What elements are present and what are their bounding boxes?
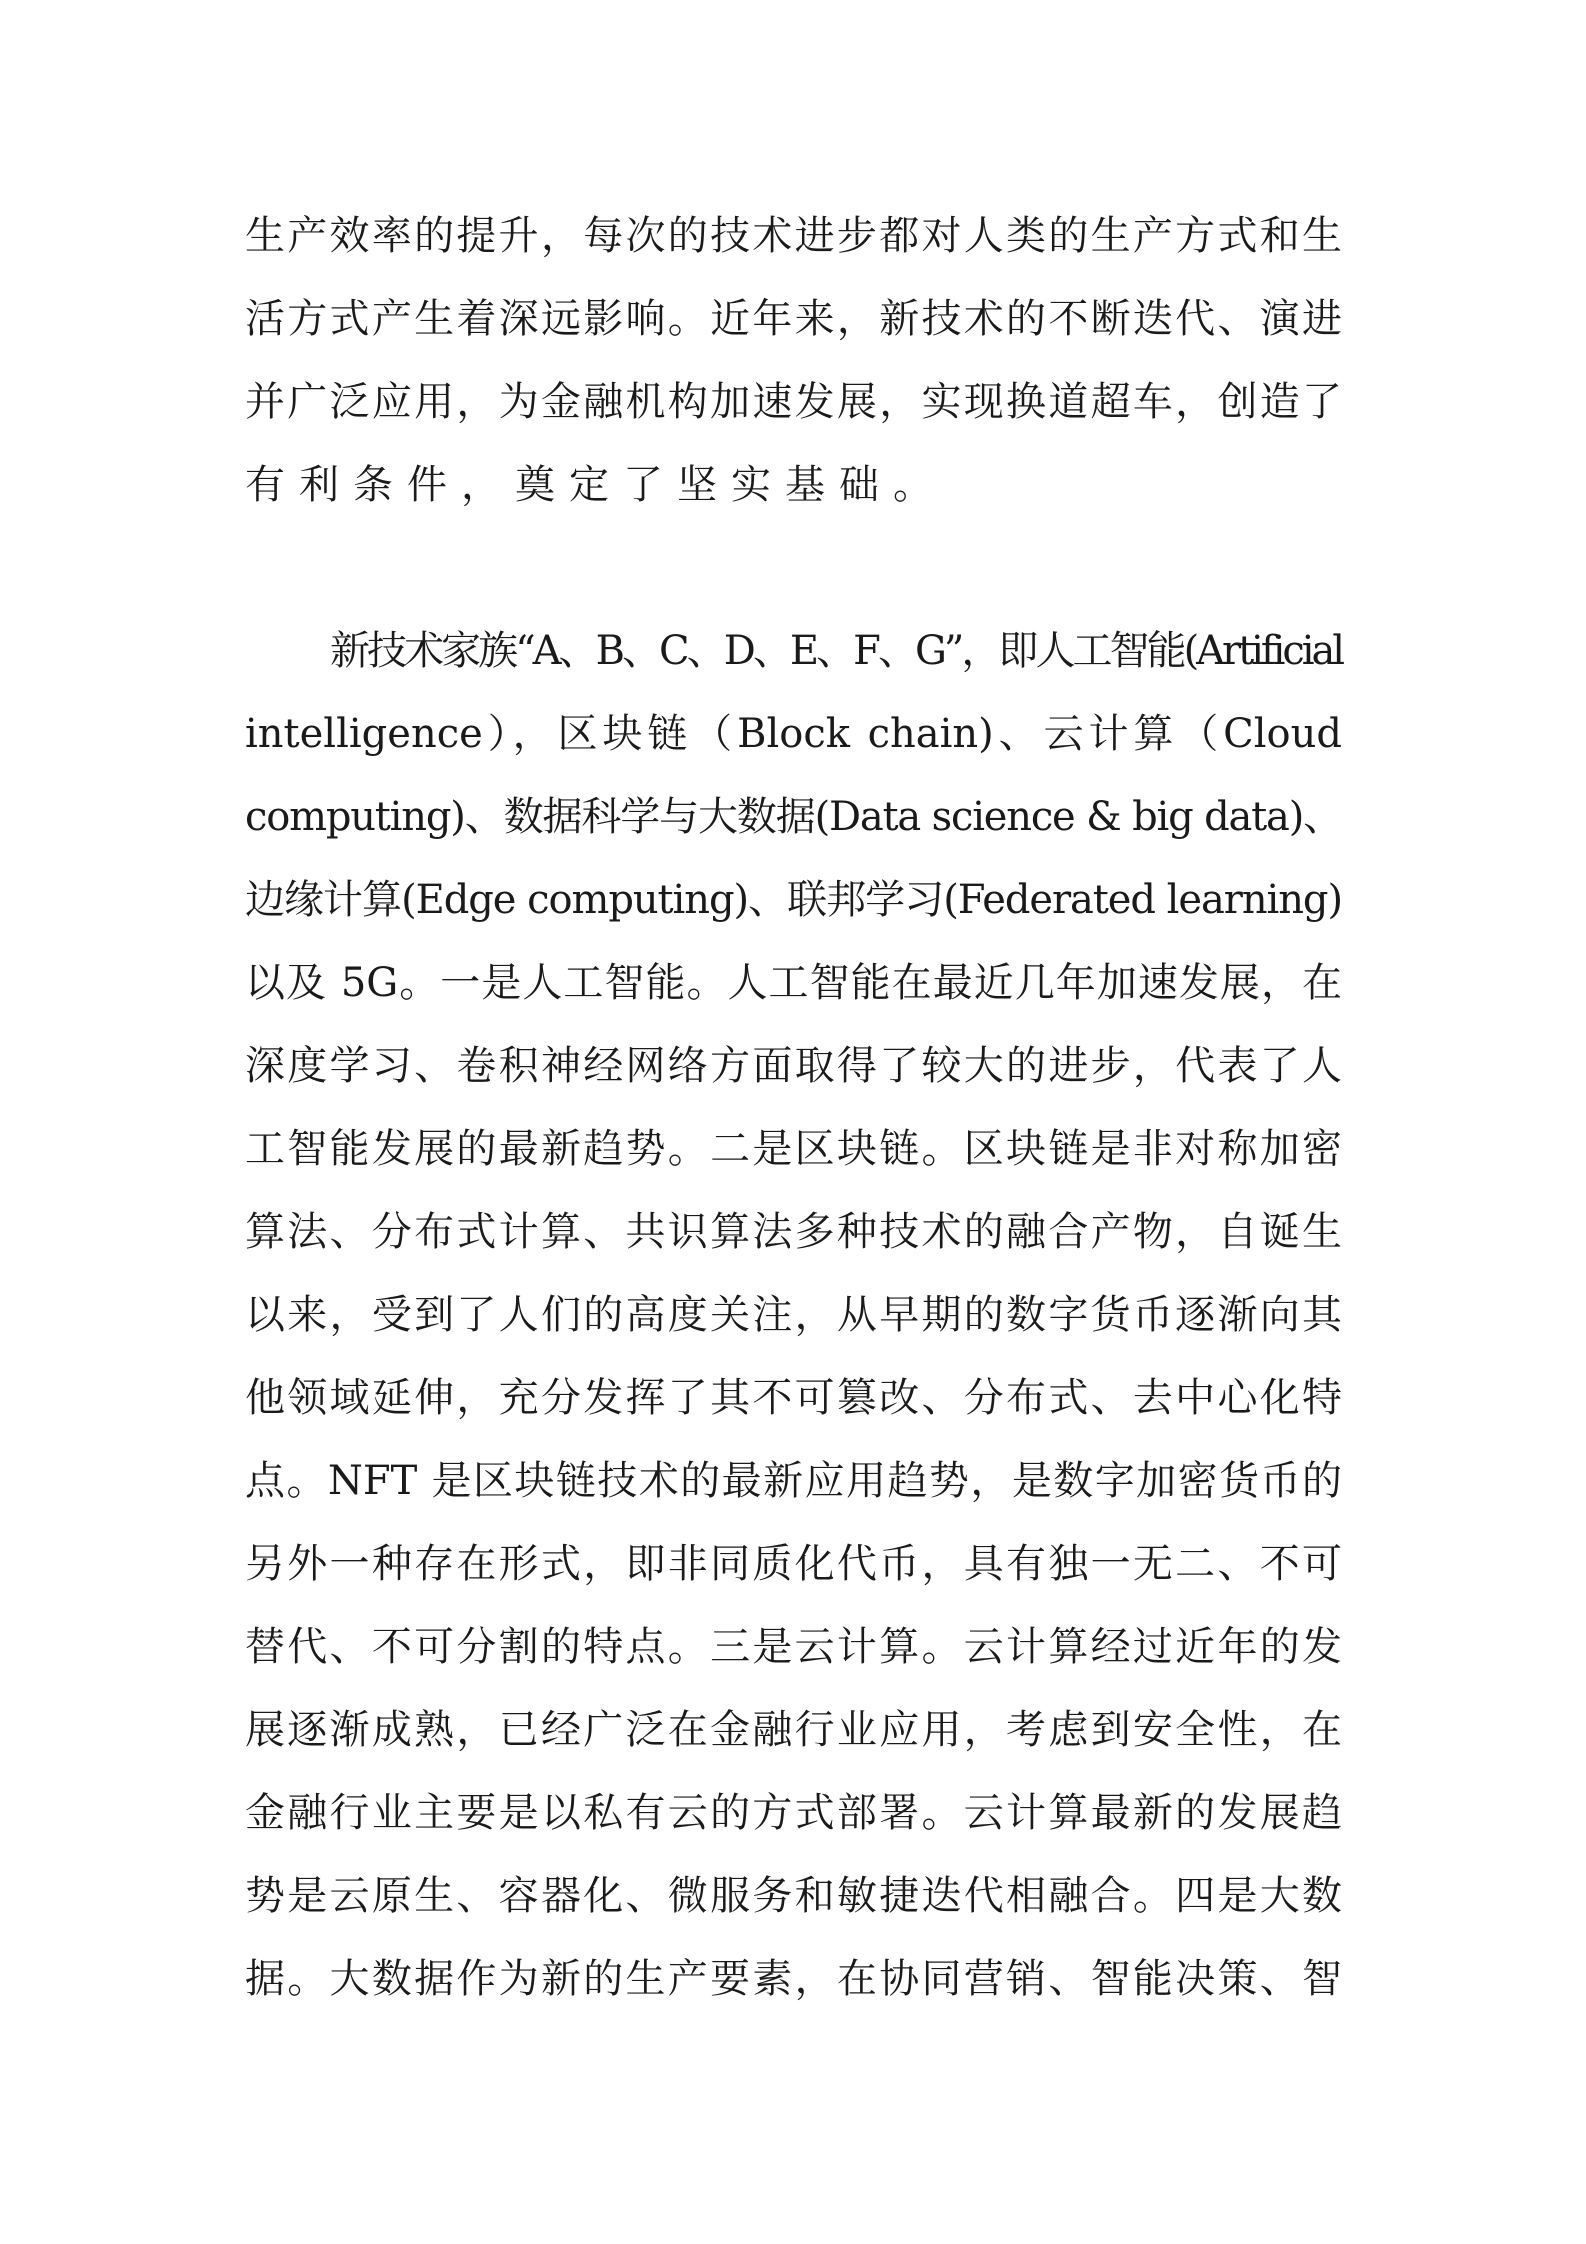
- paragraph-line: 以及 5G。一是人工智能。人工智能在最近几年加速发展，在: [245, 960, 1342, 1006]
- paragraph-line: 并广泛应用，为金融机构加速发展，实现换道超车，创造了: [245, 379, 1342, 425]
- paragraph-line: 有利条件，奠定了坚实基础。: [245, 462, 947, 508]
- paragraph-line: 生产效率的提升，每次的技术进步都对人类的生产方式和生: [245, 213, 1342, 259]
- paragraph-line: 另外一种存在形式，即非同质化代币，具有独一无二、不可: [245, 1541, 1342, 1587]
- paragraph-line: 新技术家族“A、B、C、D、E、F、G”，即人工智能(Artificial: [330, 628, 1342, 674]
- paragraph-line: 深度学习、卷积神经网络方面取得了较大的进步，代表了人: [245, 1043, 1342, 1089]
- paragraph-line: 替代、不可分割的特点。三是云计算。云计算经过近年的发: [245, 1624, 1342, 1670]
- paragraph-line: 边缘计算(Edge computing)、联邦学习(Federated learning): [245, 877, 1342, 923]
- paragraph-line: 他领域延伸，充分发挥了其不可篡改、分布式、去中心化特: [245, 1375, 1342, 1421]
- paragraph-line: 据。大数据作为新的生产要素，在协同营销、智能决策、智: [245, 1956, 1342, 2002]
- paragraph-line: intelligence），区块链（Block chain)、云计算（Cloud: [245, 711, 1342, 757]
- paragraph-line: 以来，受到了人们的高度关注，从早期的数字货币逐渐向其: [245, 1292, 1342, 1338]
- paragraph-line: 活方式产生着深远影响。近年来，新技术的不断迭代、演进: [245, 296, 1342, 342]
- paragraph-line: 势是云原生、容器化、微服务和敏捷迭代相融合。四是大数: [245, 1873, 1342, 1919]
- paragraph-line: 金融行业主要是以私有云的方式部署。云计算最新的发展趋: [245, 1790, 1342, 1836]
- paragraph-line: 展逐渐成熟，已经广泛在金融行业应用，考虑到安全性，在: [245, 1707, 1342, 1753]
- paragraph-line: 点。NFT 是区块链技术的最新应用趋势，是数字加密货币的: [245, 1458, 1342, 1504]
- paragraph-line: computing)、数据科学与大数据(Data science & big data)、: [245, 794, 1342, 840]
- paragraph-line: 算法、分布式计算、共识算法多种技术的融合产物，自诞生: [245, 1209, 1342, 1255]
- paragraph-line: 工智能发展的最新趋势。二是区块链。区块链是非对称加密: [245, 1126, 1342, 1172]
